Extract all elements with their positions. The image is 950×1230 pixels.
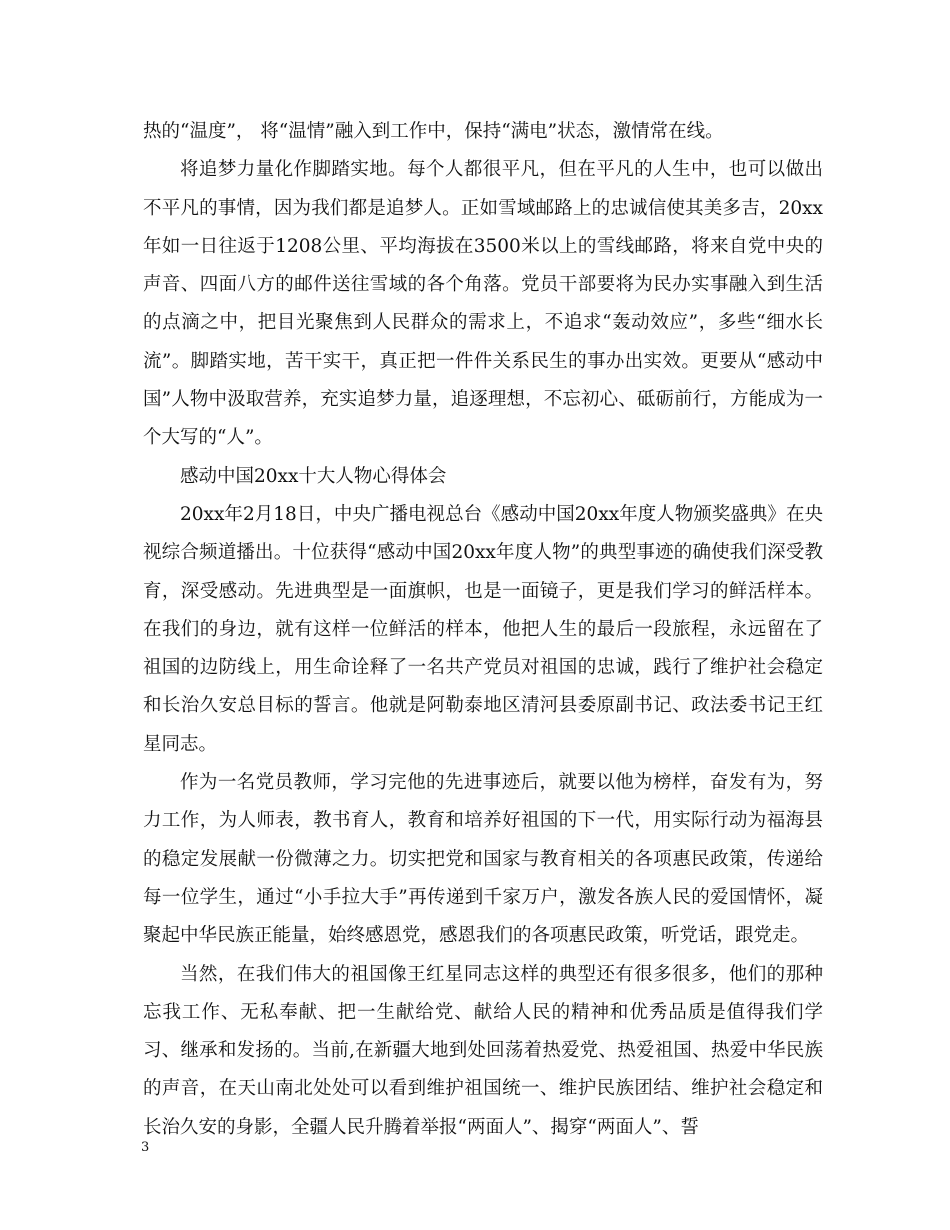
page-number: 3: [141, 1140, 150, 1155]
paragraph-teacher: 作为一名党员教师，学习完他的先进事迹后，就要以他为榜样，奋发有为，努力工作，为人师表，教书育人，教育和培养好祖国的下一代，用实际行动为福海县的稳定发展献一份微薄之力。切实把党和国家与教育相关的各项惠民政策，传递给每一位学生，通过“小手拉大手”再传递到千家万户，激发各族人民的爱国情怀，凝聚起中华民族正能量，始终感恩党，感恩我们的各项惠民政策，听党话，跟党走。: [143, 772, 823, 947]
section-heading: 感动中国20xx十大人物心得体会: [180, 465, 447, 487]
paragraph-xinjiang: 当然，在我们伟大的祖国像王红星同志这样的典型还有很多很多，他们的那种忘我工作、无私奉献、把一生献给党、献给人民的精神和优秀品质是值得我们学习、继承和发扬的。当前,在新疆大地到处回荡着热爱党、热爱祖国、热爱中华民族的声音，在天山南北处处可以看到维护祖国统一、维护民族团结、维护社会稳定和长治久安的身影，全疆人民升腾着举报“两面人”、揭穿“两面人”、誓: [143, 963, 823, 1138]
paragraph-dream-strength: 将追梦力量化作脚踏实地。每个人都很平凡，但在平凡的人生中，也可以做出不平凡的事情，因为我们都是追梦人。正如雪域邮路上的忠诚信使其美多吉，20xx年如一日往返于1208公里、平均海拔在3500米以上的雪线邮路，将来自党中央的声音、四面八方的邮件送往雪域的各个角落。党员干部要将为民办实事融入到生活的点滴之中，把目光聚焦到人民群众的需求上，不追求“轰动效应”，多些“细水长流”。脚踏实地，苦干实干，真正把一件件关系民生的事办出实效。更要从“感动中国”人物中汲取营养，充实追梦力量，追逐理想，不忘初心、砥砺前行，方能成为一个大写的“人”。: [143, 159, 823, 449]
paragraph-ceremony: 20xx年2月18日，中央广播电视总台《感动中国20xx年度人物颁奖盛典》在央视综合频道播出。十位获得“感动中国20xx年度人物”的典型事迹的确使我们深受教育，深受感动。先进典型是一面旗帜，也是一面镜子，更是我们学习的鲜活样本。在我们的身边，就有这样一位鲜活的样本，他把人生的最后一段旅程，永远留在了祖国的边防线上，用生命诠释了一名共产党员对祖国的忠诚，践行了维护社会稳定和长治久安总目标的誓言。他就是阿勒泰地区清河县委原副书记、政法委书记王红星同志。: [143, 503, 823, 755]
paragraph-continuation: 热的“温度”， 将“温情”融入到工作中，保持“满电”状态，激情常在线。: [143, 121, 724, 142]
body-text: [143, 113, 823, 1147]
